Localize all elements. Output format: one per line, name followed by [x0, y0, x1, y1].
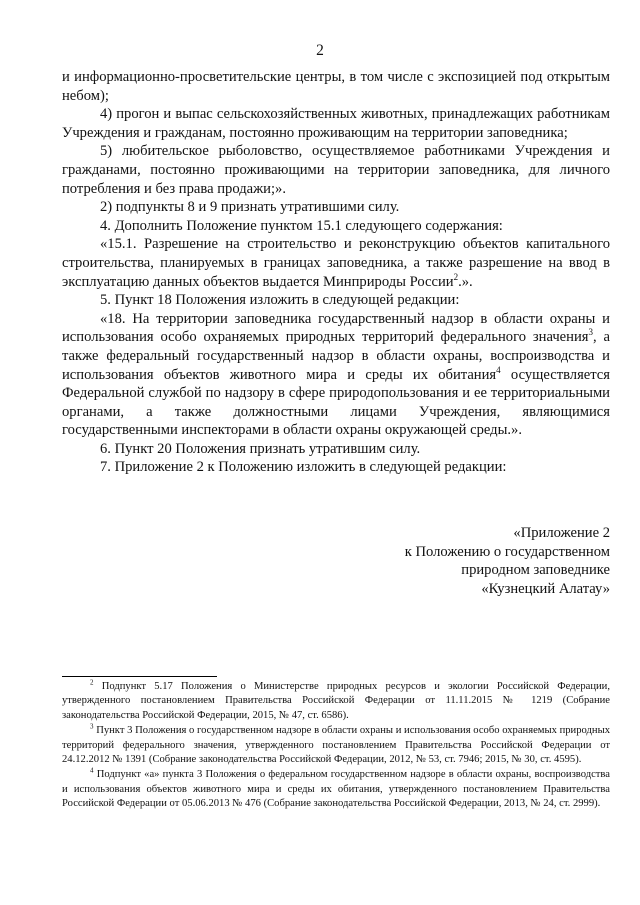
footnote-ref: 2: [453, 271, 459, 282]
footnote-divider: [62, 676, 217, 677]
footnote-ref: 3: [588, 327, 593, 338]
footnote-mark: 3: [90, 722, 94, 731]
paragraph: 5) любительское рыболовство, осуществляемое работниками Учреждения и гражданами, постоянно проживающими на территории заповедника, для личного потребления и без права продажи;».: [62, 143, 610, 197]
paragraph: 7. Приложение 2 к Положению изложить в следующей редакции:: [100, 459, 507, 476]
paragraph: 4. Дополнить Положение пунктом 15.1 следующего содержания:: [100, 217, 503, 234]
appendix-heading: [350, 524, 610, 598]
footnote-mark: 2: [90, 678, 94, 687]
document-body: [62, 68, 610, 477]
paragraph: «15.1. Разрешение на строительство и реконструкцию объектов капитального строительства, планируемых в границах заповедника, а также разрешение на ввод в эксплуатацию данных объектов выдается Минприроды России$^2$.».: [62, 236, 610, 290]
appendix-line: к Положению о государственном: [404, 543, 610, 560]
paragraph: 2) подпункты 8 и 9 признать утратившими силу.: [100, 199, 400, 216]
paragraph: и информационно-просветительские центры, в том числе с экспозицией под открытым небом);: [62, 69, 610, 104]
appendix-line: «Приложение 2: [513, 525, 610, 541]
page-number: 2: [316, 42, 324, 59]
footnote: $^4$ Подпункт «а» пункта 3 Положения о федеральном государственном надзоре в области охраны, воспроизводства и использования объектов животного мира и среды их обитания, утвержденного постановлением Правительства Российской Федерации от 05.06.2013 № 476 (Собрание законодательства Российской Федерации, 2013, № 24, ст. 2999).: [62, 766, 610, 810]
footnote: $^3$ Пункт 3 Положения о государственном надзоре в области охраны и использования особо охраняемых природных территорий федерального значения, утвержденного постановлением Правительства Российской Федерации от 24.12.2012 № 1391 (Собрание законодательства Российской Федерации, 2012, № 53, ст. 7946; 2015, № 30, ст. 4595).: [62, 722, 610, 766]
paragraph: 4) прогон и выпас сельскохозяйственных животных, принадлежащих работникам Учреждения и гражданам, постоянно проживающим на территории заповедника;: [62, 106, 610, 141]
appendix-line: природном заповеднике: [461, 562, 610, 579]
appendix-line: «Кузнецкий Алатау»: [481, 580, 610, 597]
paragraph: «18. На территории заповедника государственный надзор в области охраны и использования особо охраняемых природных территорий федерального значения$^3$, а также федеральный государственный надзор в области охраны, воспроизводства и использования объектов животного мира и среды их обитания$^4$ осуществляется Федеральной службой по надзору в сфере природопользования и ее территориальными органами, а также должностными лицами Учреждения, являющимися государственными инспекторами в области охраны окружающей среды.».: [62, 310, 610, 439]
footnote-ref: 4: [496, 364, 501, 375]
paragraph: 6. Пункт 20 Положения признать утратившим силу.: [100, 440, 421, 457]
footnotes: [62, 680, 610, 813]
footnote: $^2$ Подпункт 5.17 Положения о Министерстве природных ресурсов и экологии Российской Федерации, утвержденного постановлением Правительства Российской Федерации от 11.11.2015 № 1219 (Собрание законодательства Российской Федерации, 2015, № 47, ст. 6586).: [62, 678, 610, 721]
footnote-mark: 4: [90, 766, 94, 775]
paragraph: 5. Пункт 18 Положения изложить в следующей редакции:: [100, 292, 460, 309]
